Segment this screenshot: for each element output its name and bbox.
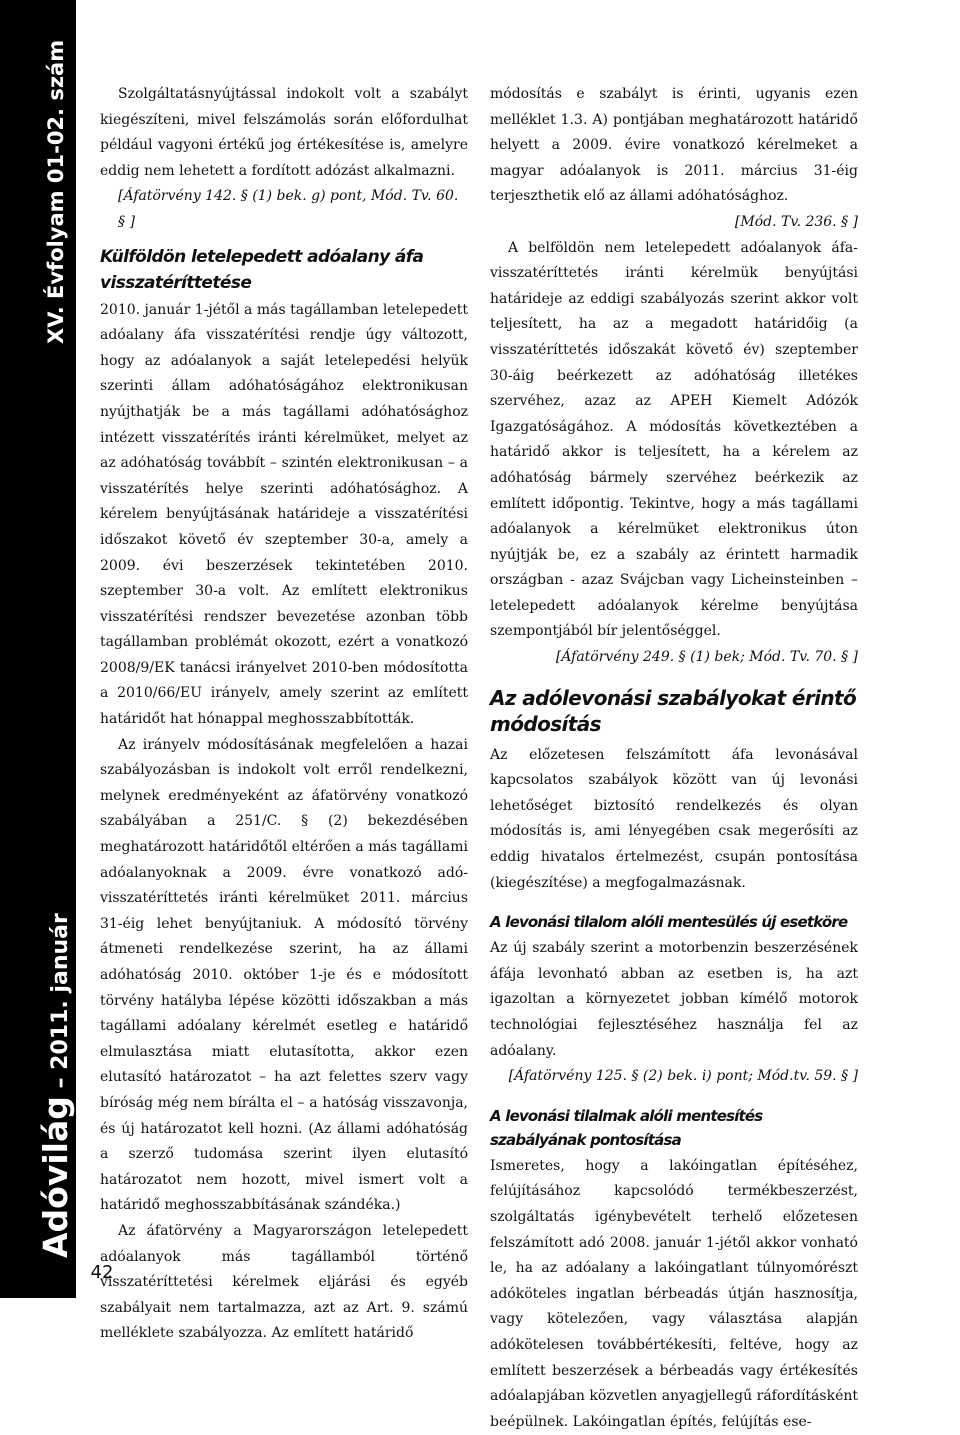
right-paragraph-3: Az előzetesen felszámított áfa levonásával kapcsolatos szabályok között van új levonási lehetőséget biztosító rendelkezés és olyan módosítás is, ami lényegében csak megerősíti az eddig hivatalos értelmezést, csupán pontosítása (kiegészítése) a megfogalmazásnak.	[490, 746, 858, 891]
right-column	[490, 82, 858, 1435]
left-paragraph-2: 2010. január 1-jétől a más tagállamban letelepedett adóalany áfa visszatérítési rendje úgy változott, hogy az adóalanyok a saját letelepedési helyük szerinti állam adóhatóságához elektronikusan nyújthatják be a más tagállami adóhatósághoz intézett visszatérítés iránti kérelmüket, melyet az az adóhatóság továbbít – szintén elektronikusan – a visszatérítés helye szerinti adóhatósághoz. A kérelem benyújtásának határideje a visszatérítési időszakot követő év szeptember 30-a, amely a 2009. évi beszerzések tekintetében 2010. szeptember 30-a volt. Az említett elektronikus visszatérítési rendszer bevezetése azonban több tagállamban problémát okozott, ezért a vonatkozó 2008/9/EK tanácsi irányelvet 2010-ben módosította a 2010/66/EU irányelv, amely szerint az említett határidőt hat hónappal meghosszabbították.	[100, 301, 468, 728]
right-paragraph-1: módosítás e szabályt is érinti, ugyanis ezen melléklet 1.3. A) pontjában meghatározott határidő helyett a 2009. évire vonatkozó kérelmeket a magyar adóalanyok is 2011. március 31-éig terjeszthetik elő az állami adóhatósághoz.	[490, 86, 858, 205]
right-reference-2: [Áfatörvény 249. § (1) bek; Mód. Tv. 70. § ]	[555, 649, 858, 666]
page-number: 42	[90, 1262, 114, 1283]
spine-title	[38, 913, 79, 1258]
magazine-name: Adóvilág	[36, 1096, 75, 1258]
right-paragraph-2: A belföldön nem letelepedett adóalanyok áfa-visszatéríttetés iránti kérelmük benyújtási határideje az eddigi szabályozás szerint akkor volt teljesített, ha az a megadott határidőig (a visszatéríttetés időszakát követő év) szeptember 30-áig beérkezett az adóhatóság illetékes szervéhez, azaz az APEH Kiemelt Adózók Igazgatóságához. A módosítás következtében a határidő akkor is teljesített, ha a kérelem az adóhatóság bármely szervéhez beérkezik az említett időpontig. Tekintve, hogy a más tagállami adóalanyok a kérelmüket elektronikus úton nyújtják be, ez a szabály az érintett harmadik országban - azaz Svájcban vagy Licheinsteinben – letelepedett adóalanyok kérelme benyújtása szempontjából bír jelentőséggel.	[490, 239, 858, 640]
sidebar-band	[0, 0, 76, 1298]
left-paragraph-4: Az áfatörvény a Magyarországon letelepedett adóalanyok más tagállamból történő visszatéríttetési kérelmek eljárási és egyéb szabályait nem tartalmazza, azt az Art. 9. számú melléklete szabályozza. Az említett határidő	[100, 1222, 468, 1342]
section-heading-refund: Külföldön letelepedett adóalany áfa visszatéríttetése	[100, 246, 424, 293]
right-reference-1: [Mód. Tv. 236. § ]	[734, 213, 858, 230]
spine-dash: –	[48, 1069, 73, 1097]
left-paragraph-1: Szolgáltatásnyújtással indokolt volt a szabályt kiegészíteni, mivel felszámolás során előfordulhat például vagyoni értékű jog értékesítése is, amelyre eddig nem lehetett a fordított adózást alkalmazni.	[100, 86, 468, 179]
subheading-clarification: A levonási tilalmak alóli mentesítés szabályának pontosítása	[490, 1106, 763, 1149]
left-reference-1: [Áfatörvény 142. § (1) bek. g) pont, Mód. Tv. 60. § ]	[118, 188, 459, 230]
issue-date: 2011. január	[48, 913, 73, 1070]
section-heading-deduction: Az adólevonási szabályokat érintő módosítás	[490, 685, 857, 736]
spine-volume	[38, 40, 74, 344]
subheading-exemption: A levonási tilalom alóli mentesülés új esetköre	[490, 913, 848, 932]
right-paragraph-4: Az új szabály szerint a motorbenzin beszerzésének áfája levonható abban az esetben is, ha azt igazoltan a környezetet jobban kímélő motorok technológiai fejlesztéséhez használja fel az adóalany.	[490, 940, 858, 1059]
right-reference-3: [Áfatörvény 125. § (2) bek. i) pont; Mód.tv. 59. § ]	[508, 1068, 858, 1085]
right-paragraph-5: Ismeretes, hogy a lakóingatlan építéséhez, felújításához kapcsolódó termékbeszerzést, szolgáltatás igénybevételt terhelő előzetesen felszámított adó 2008. január 1-jétől akkor vonható le, ha az adóalany a lakóingatlant túlnyomórészt adóköteles ingatlan bérbeadás útján hasznosítja, vagy kötelezően, vagy választása alapján adókötelesen továbbértékesíti, feltéve, hogy az említett beszerzések a bérbeadás vagy értékesítés adóalapjában közvetlen anyagjellegű ráfordításként beépülnek. Lakóingatlan építés, felújítás ese-	[490, 1157, 858, 1430]
issue-volume: XV. Évfolyam 01-02. szám	[44, 39, 68, 344]
left-column	[100, 82, 468, 1347]
left-paragraph-3: Az irányelv módosításának megfelelően a hazai szabályozásban is indokolt volt erről rendelkezni, melynek eredményeként az áfatörvény vonatkozó szabályában a 251/C. § (2) bekezdésében meghatározott határidőtől eltérően a más tagállami adóalanyoknak a 2009. évre vonatkozó adó-visszatéríttetés iránti kérelmüket 2011. március 31-éig lehet benyújtaniuk. A módosító törvény átmeneti rendelkezése szerint, ha az állami adóhatóság 2010. október 1-je és e módosított törvény hatályba lépése közötti időszakban a más tagállami adóalany kérelmét esetleg e határidő elmulasztása miatt elutasította, akkor ezen elutasító határozatot – ha azt felettes szerv vagy bíróság még nem bírálta el – a hatóság visszavonja, és új határozatot kell hozni. (Az állami adóhatóság a szerző tudomása szerint ilyen elutasító határozatot nem hozott, mivel ismert volt a határidő meghosszabbításának szándéka.)	[100, 736, 468, 1214]
